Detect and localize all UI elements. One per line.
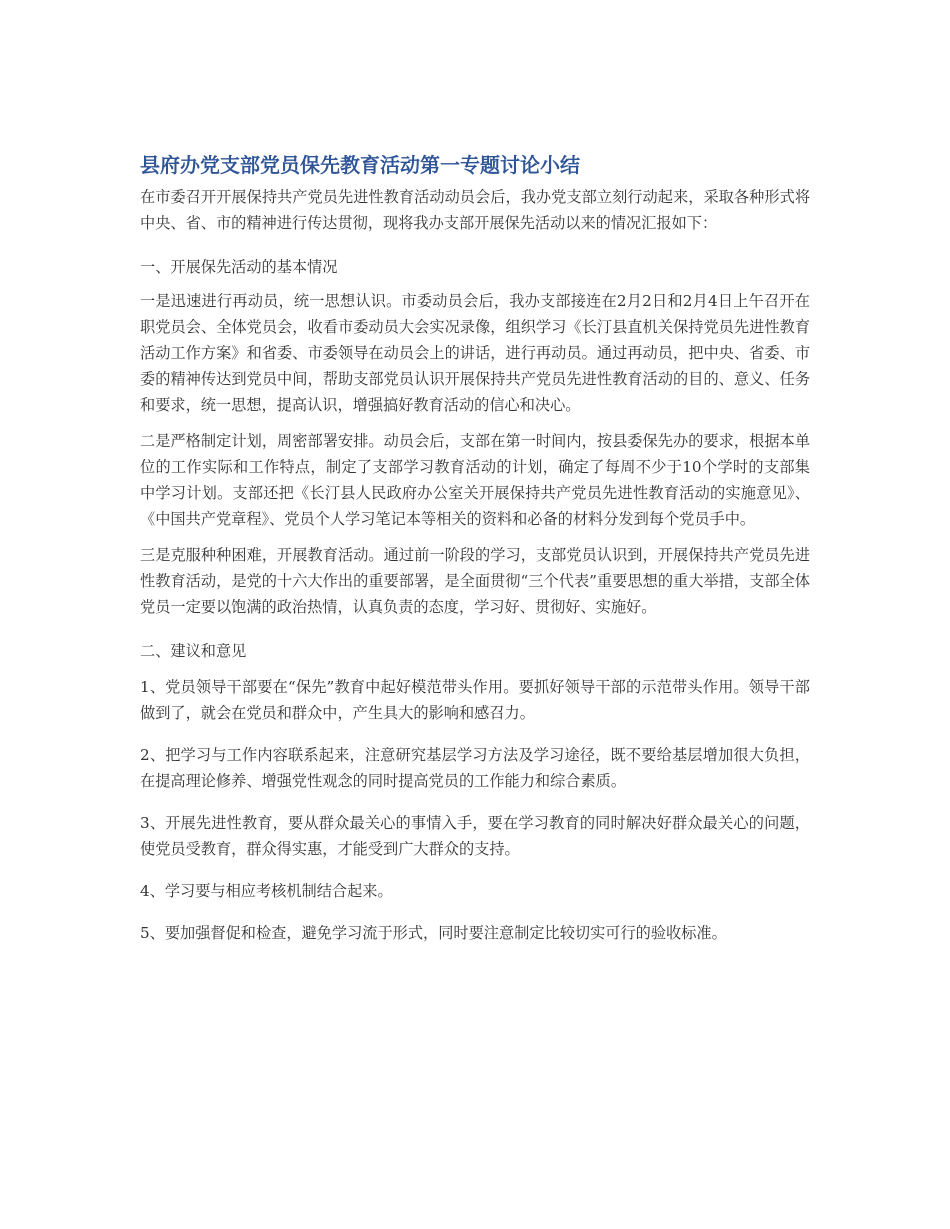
section-heading-basic-situation: 一、开展保先活动的基本情况 bbox=[140, 258, 338, 276]
suggestion-item-4: 4、学习要与相应考核机制结合起来。 bbox=[140, 882, 393, 900]
suggestion-item-2: 2、把学习与工作内容联系起来，注意研究基层学习方法及学习途径，既不要给基层增加很大负担，在提高理论修养、增强党性观念的同时提高党员的工作能力和综合素质。 bbox=[140, 746, 810, 790]
document-page bbox=[140, 150, 810, 962]
paragraph-education-activity: 三是克服种种困难，开展教育活动。通过前一阶段的学习，支部党员认识到，开展保持共产党员先进性教育活动，是党的十六大作出的重要部署，是全面贯彻“三个代表”重要思想的重大举措，支部全体党员一定要以饱满的政治热情，认真负责的态度，学习好、贯彻好、实施好。 bbox=[140, 546, 810, 616]
suggestion-item-1: 1、党员领导干部要在“保先”教育中起好模范带头作用。要抓好领导干部的示范带头作用。领导干部做到了，就会在党员和群众中，产生具大的影响和感召力。 bbox=[140, 678, 810, 722]
suggestion-item-3: 3、开展先进性教育，要从群众最关心的事情入手，要在学习教育的同时解决好群众最关心的问题，使党员受教育，群众得实惠，才能受到广大群众的支持。 bbox=[140, 814, 810, 858]
paragraph-remobilization: 一是迅速进行再动员，统一思想认识。市委动员会后，我办支部接连在2月2日和2月4日上午召开在职党员会、全体党员会，收看市委动员大会实况录像，组织学习《长汀县直机关保持党员先进性教育活动工作方案》和省委、市委领导在动员会上的讲话，进行再动员。通过再动员，把中央、省委、市委的精神传达到党员中间，帮助支部党员认识开展保持共产党员先进性教育活动的目的、意义、任务和要求，统一思想，提高认识，增强搞好教育活动的信心和决心。 bbox=[140, 292, 810, 414]
suggestion-item-5: 5、要加强督促和检查，避免学习流于形式，同时要注意制定比较切实可行的验收标准。 bbox=[140, 924, 727, 942]
paragraph-planning: 二是严格制定计划，周密部署安排。动员会后，支部在第一时间内，按县委保先办的要求，根据本单位的工作实际和工作特点，制定了支部学习教育活动的计划，确定了每周不少于10个学时的支部集中学习计划。支部还把《长汀县人民政府办公室关开展保持共产党员先进性教育活动的实施意见》、《中国共产党章程》、党员个人学习笔记本等相关的资料和必备的材料分发到每个党员手中。 bbox=[140, 432, 810, 528]
intro-paragraph: 在市委召开开展保持共产党员先进性教育活动动员会后，我办党支部立刻行动起来，采取各种形式将中央、省、市的精神进行传达贯彻，现将我办支部开展保先活动以来的情况汇报如下： bbox=[140, 188, 810, 232]
document-title: 县府办党支部党员保先教育活动第一专题讨论小结 bbox=[140, 153, 580, 177]
section-heading-suggestions: 二、建议和意见 bbox=[140, 642, 247, 660]
